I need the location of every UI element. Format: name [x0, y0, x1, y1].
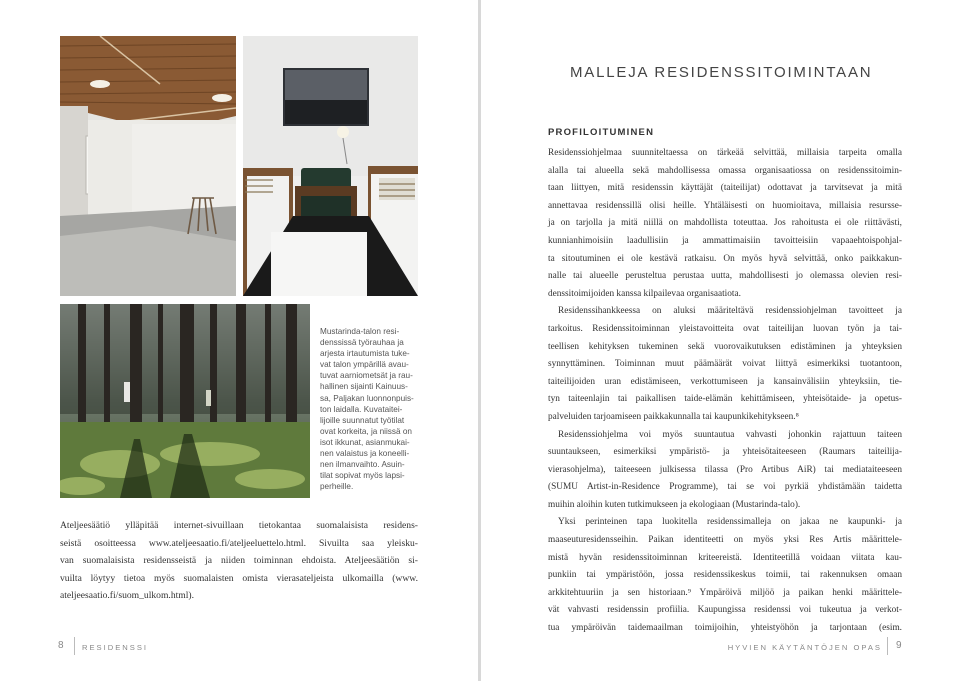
footer-label-right: HYVIEN KÄYTÄNTÖJEN OPAS — [727, 643, 882, 652]
body-line: alalla tai alueella sekä mahdollisessa omassa organisaatiossa on residenssitoimin- — [548, 165, 902, 176]
body-line: tua ympäröivän taidemaailman toimijoihin, yhteistyöhön ja tarjontaan (esim. — [548, 623, 902, 634]
paragraph — [548, 303, 902, 426]
body-line: kunnianhimoisiin laadullisiin ja ammattimaisiin tavoitteisiin vapaaehtoispohjal- — [548, 235, 902, 246]
page-number-left: 8 — [58, 640, 64, 651]
body-line: suuntaukseen, esimerkiksi ympäristö- ja yhteisötaiteeseen (Raumars taiteilija- — [548, 447, 902, 458]
caption-line: hallinen sijainti Kainuus- — [320, 382, 408, 392]
caption-line: arjesta irtautumista tuke- — [320, 349, 410, 359]
paragraph — [548, 427, 902, 515]
body-line: vierasohjelma), taiteeseen julkisessa tilassa (Pro Artibus AiR) tai mediataiteeseen — [548, 464, 902, 475]
body-line: annettavaa residenssillä olisi heille. Yhtäläisesti on huomioitava, millaisia resursse- — [548, 200, 902, 211]
bedroom-photo — [243, 36, 418, 296]
caption-line: nen ilmanvaihto. Asuin- — [320, 460, 405, 470]
body-line: denssitoimijoiden kanssa kilpailevaa organisaatiota. — [548, 288, 741, 299]
body-line: vuilta löytyy tietoa myös suomalaisten omista vierasateljeista ulkomailla (www. — [60, 572, 418, 584]
body-line: seistä osoitteessa www.ateljeesaatio.fi/ateljeeluettelo.html. Sivuilta saa yleisku- — [60, 537, 418, 549]
caption-line: tuvat aarniometsät ja rau- — [320, 371, 413, 381]
body-line: nalle tai alueelle perusteltua perustaa uutta, mahdollisesti jo olemassa olevien resi- — [548, 271, 902, 282]
caption-line: isot ikkunat, asianmukai- — [320, 437, 410, 447]
body-line: Yksi perinteinen tapa luokitella residenssimalleja on jakaa ne kaupunki- ja — [558, 517, 902, 528]
body-line: Residenssiohjelma voi myös suuntautua vahvasti johonkin rajattuun taiteen — [558, 429, 902, 440]
body-line: (SUMU Artist-in-Residence Programme), tai se voi pyrkiä yhdistämään taidetta — [548, 482, 902, 493]
footer-divider — [74, 637, 75, 655]
body-line: palveluiden tarjoamiseen paikkakunnalla tai kaupunkikehitykseen.⁸ — [548, 411, 799, 422]
footer-divider — [887, 637, 888, 655]
body-line: tarkoitus. Residenssitoiminnan yleistavoitteita ovat taiteilijan luovan työn ja tai- — [548, 323, 902, 334]
caption-line: ovat korkeita, ja niissä on — [320, 426, 412, 436]
caption-line: vat talon ympärillä avau- — [320, 360, 409, 370]
photo-caption — [320, 326, 418, 492]
body-line: ja on tarjolla ja mitä niillä on mahdollista toteuttaa. Jos rahoitusta ei ole riittävästi, — [548, 218, 902, 229]
caption-line: Mustarinda-talon resi- — [320, 327, 400, 336]
body-line: van suomalaisista residensseistä ja niiden toiminnan ehdoista. Ateljeesäätiön si- — [60, 555, 418, 567]
caption-line: denssissä työrauhaa ja — [320, 338, 404, 348]
right-body-text — [548, 145, 902, 638]
body-line: vät vahvasti residenssin profiilia. Kaupungissa residenssi voi tukeutua ja verkot- — [548, 605, 902, 616]
paragraph — [548, 145, 902, 303]
caption-line: perheille. — [320, 482, 354, 492]
section-heading: PROFILOITUMINEN — [548, 127, 655, 138]
body-line: punkiin tai ympäristöön, jossa residenssikeskus toimii, tai rakennuksen omaan — [548, 570, 902, 581]
body-line: Residenssiohjelmaa suunniteltaessa on tärkeää selvittää, millaisia tarpeita omalla — [548, 148, 902, 158]
body-line: Ateljeesäätiö ylläpitää internet-sivuillaan tietokantaa suomalaisista residens- — [60, 520, 418, 531]
left-page — [0, 0, 478, 681]
caption-line: ton laidalla. Kuvataitei- — [320, 404, 403, 414]
body-line: maaseuturesidensseihin. Paikan identiteetti on myös yksi Res Artis määrittele- — [548, 535, 902, 546]
page-number-right: 9 — [896, 640, 902, 651]
body-line: taiteilijoiden uran edistämiseen, verkottumiseen ja kansainvälisiin yhteyksiin, tie- — [548, 376, 902, 387]
body-line: arkkitehtuuriin ja sen historiaan.⁹ Ympäröivä miljöö ja paikan henki määrittele- — [548, 587, 902, 598]
body-line: ta sitoutuminen ei ole kestävä ratkaisu. On myös hyvä selvittää, onko paikkakun- — [548, 253, 902, 264]
body-line: tyn taiteenlajin tai paikallisen taide-elämän kehittämiseen, yhteisötaide- ja opetus- — [548, 394, 902, 405]
footer-label-left: RESIDENSSI — [82, 643, 148, 652]
body-line: ateljeesaatio.fi/suom_ulkom.html). — [60, 590, 195, 602]
caption-line: tilat sopivat myös lapsi- — [320, 471, 405, 481]
chapter-title: MALLEJA RESIDENSSITOIMINTAAN — [570, 64, 873, 81]
paragraph — [548, 514, 902, 637]
body-line: mistä hyvän residenssitoiminnan kriteereistä. Identiteetillä voidaan viitata kau- — [548, 552, 902, 563]
right-page — [481, 0, 960, 681]
studio-photo — [60, 36, 236, 296]
caption-line: lijoille suunnatut työtilat — [320, 415, 405, 425]
body-line: synnyttäminen. Toiminnan muut päämäärät voivat liittyä esimerkiksi tuotantoon, — [548, 359, 902, 370]
body-line: teellisen kehityksen tukeminen sekä vuorovaikutuksen edistäminen ja yhteyksien — [548, 341, 902, 352]
body-line: muihin aloihin kuten tutkimukseen ja ekologiaan (Mustarinda-talo). — [548, 499, 801, 510]
forest-photo — [60, 304, 310, 498]
body-line: Residenssihankkeessa on aluksi määriteltävä residenssiohjelman tavoitteet ja — [558, 306, 902, 317]
caption-line: sa, Paljakan luonnonpuis- — [320, 393, 414, 403]
left-body-text — [60, 517, 418, 605]
body-line: taan liittyen, mitä residenssin käyttäjät (taiteilijat) odottavat ja tarvitsevat ja mitä — [548, 183, 902, 194]
caption-line: nen valaistus ja koneelli- — [320, 449, 410, 459]
